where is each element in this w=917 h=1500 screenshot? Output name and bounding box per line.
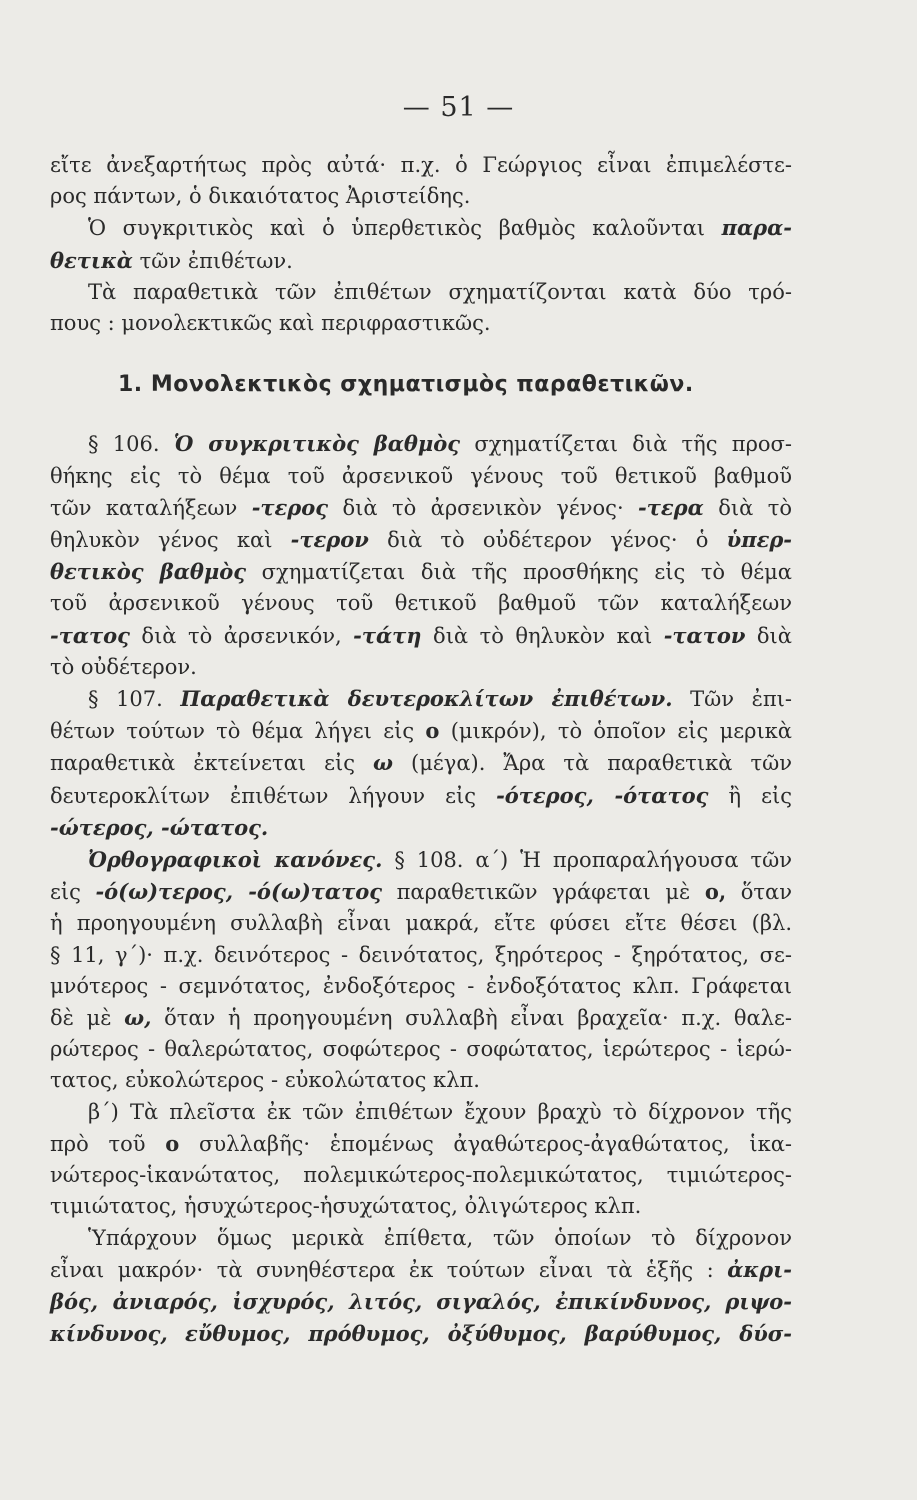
paragraph-106-line: τοῦ ἀρσενικοῦ γένους τοῦ θετικοῦ βαθμοῦ τῶν καταλήξεων bbox=[50, 591, 792, 616]
paragraph-109-line: κίνδυνος, εὔθυμος, πρόθυμος, ὀξύθυμος, βαρύθυμος, δύσ- bbox=[50, 1321, 792, 1347]
paragraph-106-line: θετικὸς βαθμὸς σχηματίζεται διὰ τῆς προσθήκης εἰς τὸ θέμα bbox=[50, 559, 792, 585]
page-body bbox=[50, 150, 792, 1350]
paragraph-108-line: ρώτερος - θαλερώτατος, σοφώτερος - σοφώτατος, ἱερώτερος - ἱερώ- bbox=[50, 1037, 792, 1062]
text-line: εἴτε ἀνεξαρτήτως πρὸς αὐτά· π.χ. ὁ Γεώργιος εἶναι ἐπιμελέστε- bbox=[50, 153, 792, 177]
text-line: Τὰ παραθετικὰ τῶν ἐπιθέτων σχηματίζονται κατὰ δύο τρό- bbox=[88, 279, 792, 304]
paragraph-108b-line: πρὸ τοῦ ο συλλαβῆς· ἑπομένως ἀγαθώτερος-ἀγαθώτατος, ἱκα- bbox=[50, 1130, 792, 1156]
paragraph-108-line: μνότερος - σεμνότατος, ἐνδοξότερος - ἐνδοξότατος κλπ. Γράφεται bbox=[50, 973, 792, 998]
paragraph-108-line: δὲ μὲ ω, ὅταν ἡ προηγουμένη συλλαβὴ εἶναι βραχεῖα· π.χ. θαλε- bbox=[50, 1005, 792, 1031]
paragraph-107-line: § 107. Παραθετικὰ δευτεροκλίτων ἐπιθέτων. Τῶν ἐπι- bbox=[88, 686, 792, 712]
paragraph-106-line: θήκης εἰς τὸ θέμα τοῦ ἀρσενικοῦ γένους τοῦ θετικοῦ βαθμοῦ bbox=[50, 463, 792, 488]
paragraph-107-line: δευτεροκλίτων ἐπιθέτων λήγουν εἰς -ότερος, -ότατος ἢ εἰς bbox=[50, 782, 792, 808]
paragraph-107-line: -ώτερος, -ώτατος. bbox=[50, 814, 269, 840]
paragraph-108b-line: τιμιώτατος, ἡσυχώτερος-ἡσυχώτατος, ὀλιγώτερος κλπ. bbox=[50, 1194, 642, 1219]
paragraph-108-line: εἰς -ό(ω)τερος, -ό(ω)τατος παραθετικῶν γράφεται μὲ ο, ὅταν bbox=[50, 879, 792, 905]
paragraph-108-line: τατος, εὐκολώτερος - εὐκολώτατος κλπ. bbox=[50, 1068, 480, 1093]
paragraph-108-line: ἡ προηγουμένη συλλαβὴ εἶναι μακρά, εἴτε φύσει εἴτε θέσει (βλ. bbox=[50, 911, 792, 936]
text-line: ρος πάντων, ὁ δικαιότατος Ἀριστείδης. bbox=[50, 184, 471, 209]
paragraph-109-line: βός, ἀνιαρός, ἰσχυρός, λιτός, σιγαλός, ἐπικίνδυνος, ριψο- bbox=[50, 1288, 792, 1314]
paragraph-106-line: § 106. Ὁ συγκριτικὸς βαθμὸς σχηματίζεται διὰ τῆς προσ- bbox=[88, 431, 792, 457]
paragraph-108-line: § 11, γ΄)· π.χ. δεινότερος - δεινότατος, ξηρότερος - ξηρότατος, σε- bbox=[50, 942, 792, 967]
paragraph-108b-line: β΄) Τὰ πλεῖστα ἐκ τῶν ἐπιθέτων ἔχουν βραχὺ τὸ δίχρονον τῆς bbox=[88, 1099, 792, 1124]
paragraph-107-line: θέτων τούτων τὸ θέμα λήγει εἰς ο (μικρόν), τὸ ὁποῖον εἰς μερικὰ bbox=[50, 718, 792, 744]
paragraph-106-line: τὸ οὐδέτερον. bbox=[50, 654, 197, 679]
paragraph-108-line: Ὀρθογραφικοὶ κανόνες. § 108. α΄) Ἡ προπαραλήγουσα τῶν bbox=[88, 847, 792, 873]
paragraph-109-line: Ὑπάρχουν ὅμως μερικὰ ἐπίθετα, τῶν ὁποίων τὸ δίχρονον bbox=[88, 1225, 792, 1250]
paragraph-106-line: τῶν καταλήξεων -τερος διὰ τὸ ἀρσενικὸν γένος· -τερα διὰ τὸ bbox=[50, 494, 792, 520]
paragraph-109-line: εἶναι μακρόν· τὰ συνηθέστερα ἐκ τούτων εἶναι τὰ ἑξῆς : ἀκρι- bbox=[50, 1256, 792, 1282]
text-line: Ὁ συγκριτικὸς καὶ ὁ ὑπερθετικὸς βαθμὸς καλοῦνται παρα- bbox=[88, 215, 792, 241]
term-parathetika: παρα- bbox=[721, 215, 792, 241]
text-line: πους : μονολεκτικῶς καὶ περιφραστικῶς. bbox=[50, 311, 491, 336]
section-heading: 1. Μονολεκτικὸς σχηματισμὸς παραθετικῶν. bbox=[118, 372, 694, 398]
page-number: — 51 — bbox=[402, 92, 515, 123]
paragraph-108b-line: νώτερος-ἱκανώτατος, πολεμικώτερος-πολεμικώτατος, τιμιώτερος- bbox=[50, 1163, 792, 1188]
paragraph-107-line: παραθετικὰ ἐκτείνεται εἰς ω (μέγα). Ἄρα τὰ παραθετικὰ τῶν bbox=[50, 750, 792, 776]
text-line: θετικὰ τῶν ἐπιθέτων. bbox=[50, 247, 293, 273]
paragraph-106-line: θηλυκὸν γένος καὶ -τερον διὰ τὸ οὐδέτερον γένος· ὁ ὑπερ- bbox=[50, 527, 793, 553]
paragraph-106-line: -τατος διὰ τὸ ἀρσενικόν, -τάτη διὰ τὸ θηλυκὸν καὶ -τατον διὰ bbox=[50, 622, 792, 648]
